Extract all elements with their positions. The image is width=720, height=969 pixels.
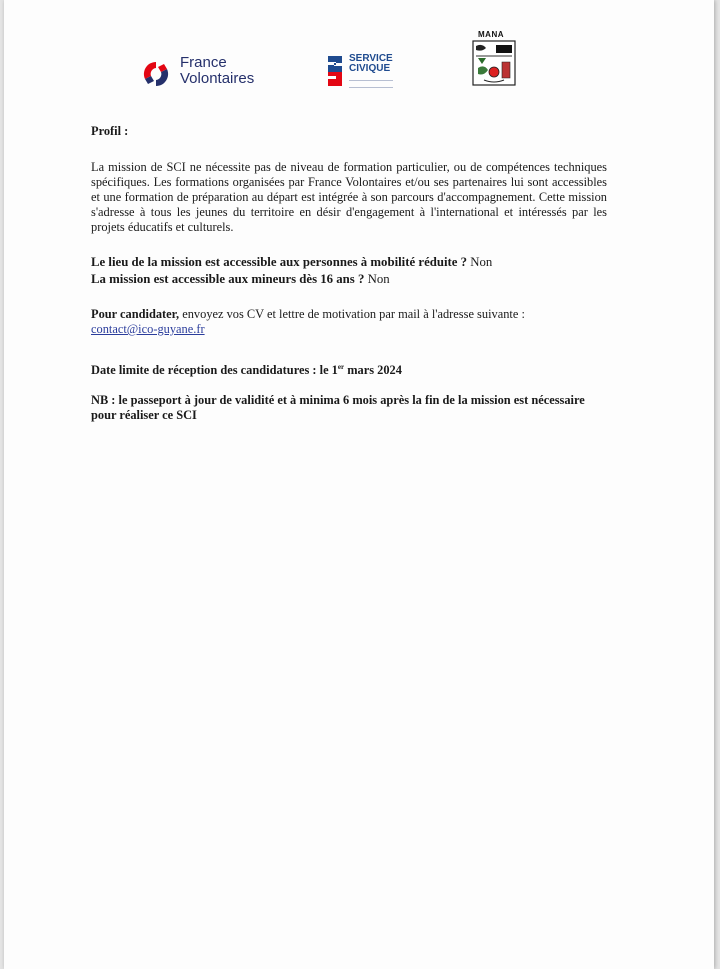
apply-text: envoyez vos CV et lettre de motivation par mail à l'adresse suivante :: [182, 307, 525, 321]
minors-answer: Non: [367, 272, 390, 286]
reduced-mobility-line: [91, 254, 607, 271]
minors-question: La mission est accessible aux mineurs dès 16 ans ?: [91, 272, 365, 286]
reduced-mobility-answer: Non: [470, 255, 493, 269]
service-civique-logo: [322, 50, 394, 92]
france-volontaires-logo: [140, 54, 280, 90]
minors-line: [91, 271, 607, 288]
deadline-date: mars 2024: [347, 363, 402, 377]
profil-paragraph: La mission de SCI ne nécessite pas de niveau de formation particulier, ou de compétences techniques spécifiques. Les formations organisées par France Volontaires et/ou ses partenaires lui sont accessibles et une formation de préparation au départ est intégrée à son parcours d'accompagnement. Cette mission s'adresse à tous les jeunes du territoire en désir d'engagement à l'international et intéressés par les projets éducatifs et culturels.: [91, 160, 607, 234]
service-civique-line1: SERVICE: [349, 53, 393, 64]
mana-logo: [470, 30, 520, 88]
service-civique-line2: CIVIQUE: [349, 63, 391, 74]
reduced-mobility-question: Le lieu de la mission est accessible aux personnes à mobilité réduite ?: [91, 255, 468, 269]
deadline-superscript: er: [337, 362, 345, 371]
profil-heading: Profil :: [91, 124, 129, 138]
logo-header: [4, 0, 714, 110]
apply-lead: Pour candidater,: [91, 307, 180, 321]
france-volontaires-mark-icon: [140, 58, 172, 90]
deadline-text: Date limite de réception des candidatures : le 1: [91, 363, 338, 377]
mana-label: MANA: [478, 30, 504, 39]
deadline-line: [91, 363, 607, 378]
apply-paragraph: [91, 307, 607, 337]
document-page: [4, 0, 714, 969]
france-volontaires-wordmark: [180, 55, 254, 87]
france-volontaires-line2: Volontaires: [180, 70, 255, 87]
mana-crest-icon: [472, 40, 516, 86]
document-body: [91, 124, 607, 423]
service-civique-wordmark: [349, 54, 393, 74]
nb-paragraph: NB : le passeport à jour de validité et à minima 6 mois après la fin de la mission est nécessaire pour réaliser ce SCI: [91, 393, 585, 422]
service-civique-tagline-lines: [349, 80, 393, 88]
france-volontaires-line1: France: [180, 54, 227, 71]
contact-email-link[interactable]: contact@ico-guyane.fr: [91, 322, 205, 336]
service-civique-mark-icon: [322, 52, 348, 90]
